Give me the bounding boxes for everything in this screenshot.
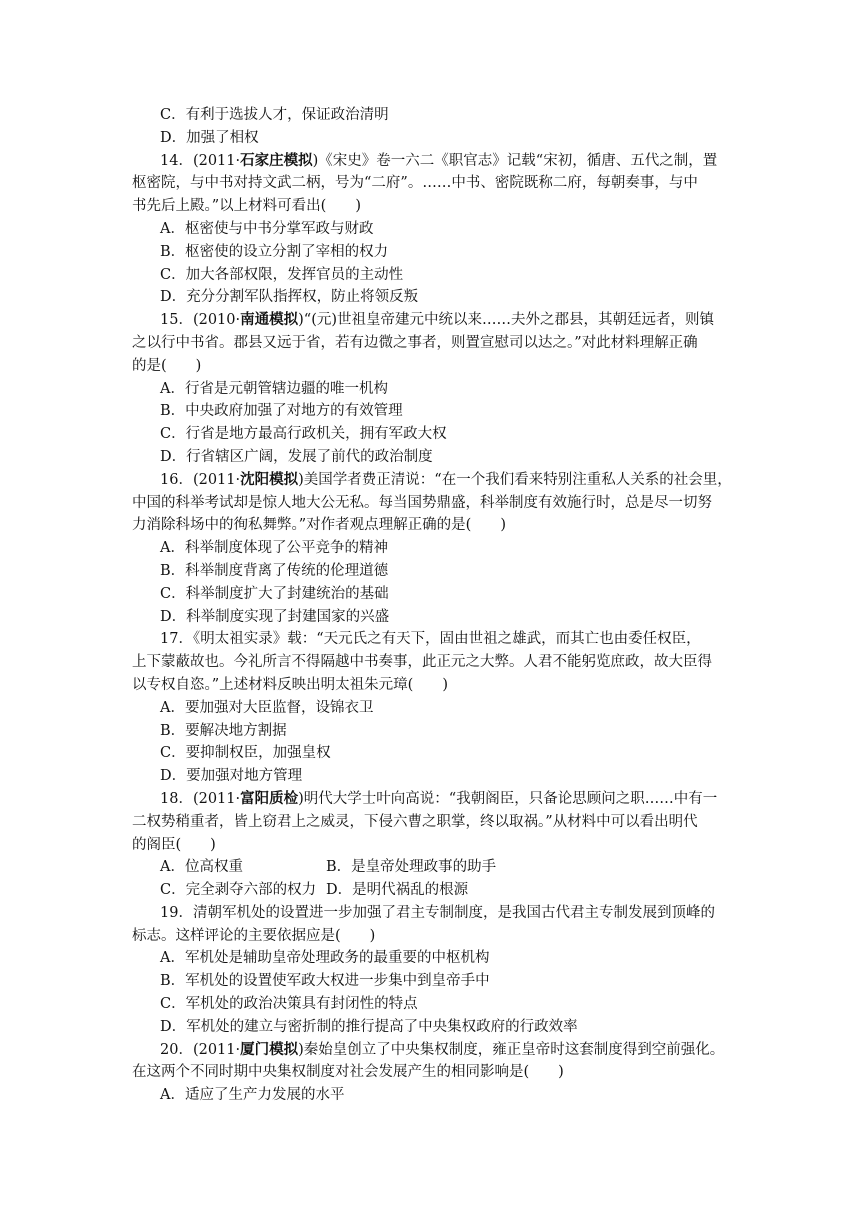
answer-option: B．中央政府加强了对地方的有效管理 [160, 403, 403, 420]
answer-option: C．行省是地方最高行政机关，拥有军政大权 [160, 426, 447, 443]
answer-option: B．军机处的设置使军政大权进一步集中到皇帝手中 [160, 973, 490, 990]
question-text-continued: 枢密院，与中书对持文武二柄，号为“二府”。……中书、密院既称二府，每朝奏事，与中 [132, 175, 698, 192]
answer-option-row [132, 856, 732, 879]
answer-option: C．加大各部权限，发挥官员的主动性 [160, 266, 404, 283]
answer-option: A．要加强对大臣监督，设锦衣卫 [160, 699, 374, 716]
question-text-continued: 的是( ) [132, 357, 202, 374]
question-number: 20．(2011· [160, 1041, 241, 1058]
question-text-continued: 二权势稍重者，皆上窃君上之威灵，下侵六曹之职掌，终以取祸。”从材料中可以看出明代 [132, 813, 698, 830]
question-text-continued: 标志。这样评论的主要依据应是( ) [132, 927, 376, 944]
question-source: 厦门模拟 [240, 1040, 299, 1058]
answer-option: A．科举制度体现了公平竞争的精神 [160, 540, 388, 557]
answer-option: B．是皇帝处理政事的助手 [326, 859, 497, 876]
question-text [132, 788, 732, 811]
exam-page [132, 104, 732, 1107]
answer-option-row [132, 879, 732, 902]
question-text-continued: 中国的科举考试却是惊人地大公无私。每当国势鼎盛，科举制度有效施行时，总是尽一切努 [132, 494, 712, 511]
answer-option: A．行省是元朝管辖边疆的唯一机构 [160, 380, 388, 397]
question-text [132, 309, 732, 332]
answer-option: C．有利于选拔人才，保证政治清明 [160, 107, 389, 123]
question-text [132, 469, 732, 492]
question-text-continued: 的阁臣( ) [132, 836, 216, 853]
answer-option: B．要解决地方割据 [160, 722, 287, 739]
answer-option: B．枢密使的设立分割了宰相的权力 [160, 243, 389, 260]
question-text [132, 1039, 732, 1062]
answer-option: D．加强了相权 [160, 129, 259, 146]
answer-option: D．充分分割军队指挥权，防止将领反叛 [160, 289, 419, 306]
answer-option: C．军机处的政治决策具有封闭性的特点 [160, 996, 418, 1013]
question-source: 石家庄模拟 [240, 151, 313, 169]
question-number: 16．(2011· [160, 471, 241, 488]
answer-option: C．要抑制权臣，加强皇权 [160, 745, 331, 762]
question-number: 14．(2011· [160, 152, 241, 169]
answer-option: A．位高权重 [160, 859, 243, 876]
question-source: 富阳质检 [240, 789, 299, 807]
answer-option: A．军机处是辅助皇帝处理政务的最重要的中枢机构 [160, 950, 490, 967]
question-body: )美国学者费正清说：“在一个我们看来特别注重私人关系的社会里， [298, 471, 732, 488]
question-body: )明代大学士叶向高说：“我朝阁臣，只备论思顾问之职……中有一 [298, 790, 718, 807]
question-text-continued: 书先后上殿。”以上材料可看出( ) [132, 198, 361, 215]
question-text: 19．清朝军机处的设置进一步加强了君主专制制度，是我国古代君主专制发展到顶峰的 [160, 904, 715, 921]
answer-option: D．行省辖区广阔，发展了前代的政治制度 [160, 448, 433, 465]
answer-option: C．科举制度扩大了封建统治的基础 [160, 585, 389, 602]
answer-option: C．完全剥夺六部的权力 [160, 882, 317, 899]
answer-option: A．枢密使与中书分掌军政与财政 [160, 220, 374, 237]
question-text-continued: 上下蒙蔽故也。今礼所言不得隔越中书奏事，此正元之大弊。人君不能躬览庶政，故大臣得 [132, 654, 712, 671]
question-text [132, 150, 732, 173]
question-text: 17．《明太祖实录》载：“天元氏之有天下，固由世祖之雄武，而其亡也由委任权臣， [160, 631, 701, 648]
question-body: )“(元)世祖皇帝建元中统以来……夫外之郡县，其朝廷远者，则镇 [298, 312, 715, 329]
question-body: )秦始皇创立了中央集权制度，雍正皇帝时这套制度得到空前强化。 [298, 1041, 725, 1058]
answer-option: D．要加强对地方管理 [160, 768, 303, 785]
question-text-continued: 力消除科场中的徇私舞弊。”对作者观点理解正确的是( ) [132, 517, 506, 534]
question-number: 18．(2011· [160, 790, 241, 807]
question-number: 15．(2010· [160, 312, 241, 329]
question-source: 南通模拟 [240, 311, 299, 329]
answer-option: D．军机处的建立与密折制的推行提高了中央集权政府的行政效率 [160, 1018, 578, 1035]
answer-option: A．适应了生产力发展的水平 [160, 1087, 345, 1104]
question-text-continued: 之以行中书省。郡县又远于省，若有边微之事者，则置宣慰司以达之。”对此材料理解正确 [132, 334, 698, 351]
question-body: )《宋史》卷一六二《职官志》记载“宋初，循唐、五代之制，置 [312, 152, 718, 169]
question-text-continued: 以专权自恣。”上述材料反映出明太祖朱元璋( ) [132, 676, 448, 693]
question-source: 沈阳模拟 [240, 470, 299, 488]
answer-option: D．是明代祸乱的根源 [326, 882, 469, 899]
answer-option: B．科举制度背离了传统的伦理道德 [160, 562, 389, 579]
question-text-continued: 在这两个不同时期中央集权制度对社会发展产生的相同影响是( ) [132, 1064, 564, 1081]
answer-option: D．科举制度实现了封建国家的兴盛 [160, 608, 390, 625]
